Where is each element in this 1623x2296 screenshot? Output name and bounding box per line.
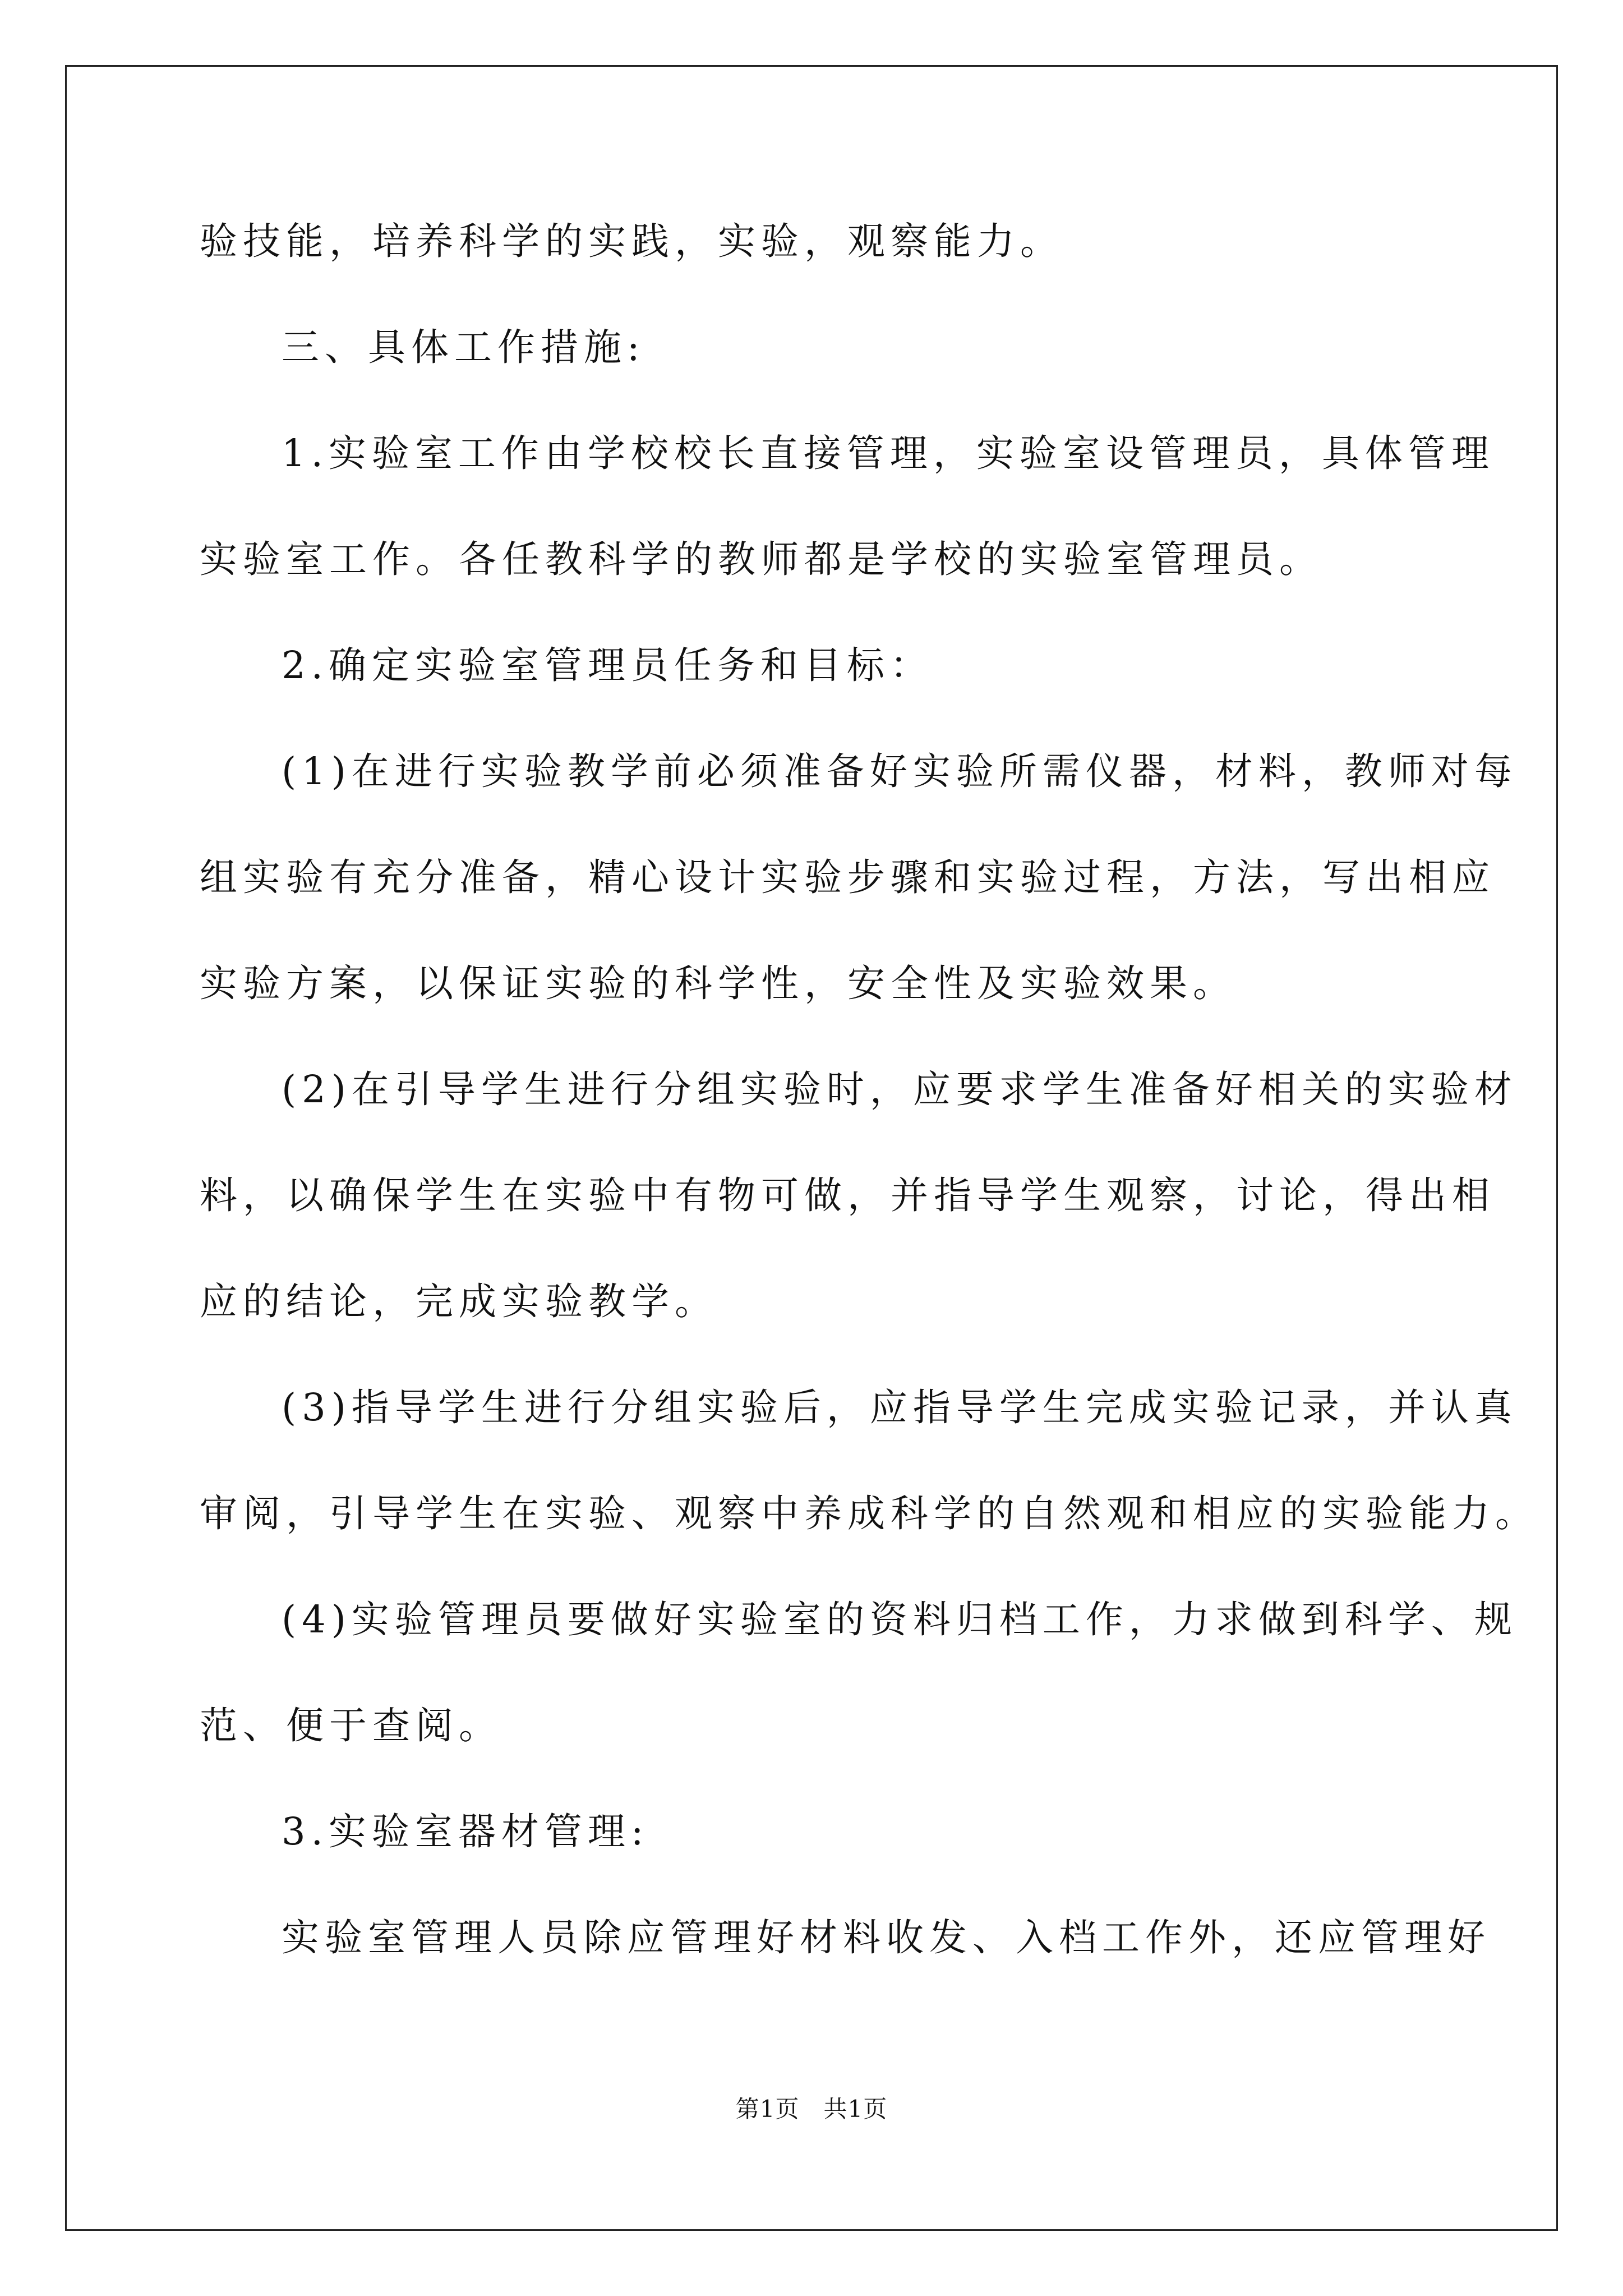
text-line-8: 实验方案，以保证实验的科学性，安全性及实验效果。 <box>200 961 1236 1005</box>
subheading-tasks-goals: 2.确定实验室管理员任务和目标： <box>282 643 933 687</box>
text-line-15: 范、便于查阅。 <box>200 1704 502 1747</box>
text-line-11: 应的结论，完成实验教学。 <box>200 1280 718 1323</box>
subheading-equipment: 3.实验室器材管理: <box>282 1810 649 1853</box>
text-line-14: (4)实验管理员要做好实验室的资料归档工作，力求做到科学、规 <box>282 1598 1518 1641</box>
page-footer: 第1页 共1页 <box>735 2095 888 2123</box>
text-line-17: 实验室管理人员除应管理好材料收发、入档工作外，还应管理好 <box>282 1916 1491 1959</box>
text-line-10: 料，以确保学生在实验中有物可做，并指导学生观察，讨论，得出相 <box>200 1174 1495 1217</box>
section-heading-measures: 三、具体工作措施: <box>282 325 645 369</box>
text-line-1: 验技能，培养科学的实践，实验，观察能力。 <box>200 219 1063 263</box>
text-line-6: (1)在进行实验教学前必须准备好实验所需仪器，材料，教师对每 <box>282 749 1518 793</box>
page-border <box>65 65 1558 2231</box>
text-line-9: (2)在引导学生进行分组实验时，应要求学生准备好相关的实验材 <box>282 1068 1518 1111</box>
text-line-13: 审阅，引导学生在实验、观察中养成科学的自然观和相应的实验能力。 <box>200 1492 1538 1535</box>
text-line-4: 实验室工作。各任教科学的教师都是学校的实验室管理员。 <box>200 537 1322 581</box>
text-line-3: 1.实验室工作由学校校长直接管理，实验室设管理员，具体管理 <box>282 431 1495 475</box>
text-line-7: 组实验有充分准备，精心设计实验步骤和实验过程，方法，写出相应 <box>200 855 1495 899</box>
text-line-12: (3)指导学生进行分组实验后，应指导学生完成实验记录，并认真 <box>282 1386 1518 1429</box>
